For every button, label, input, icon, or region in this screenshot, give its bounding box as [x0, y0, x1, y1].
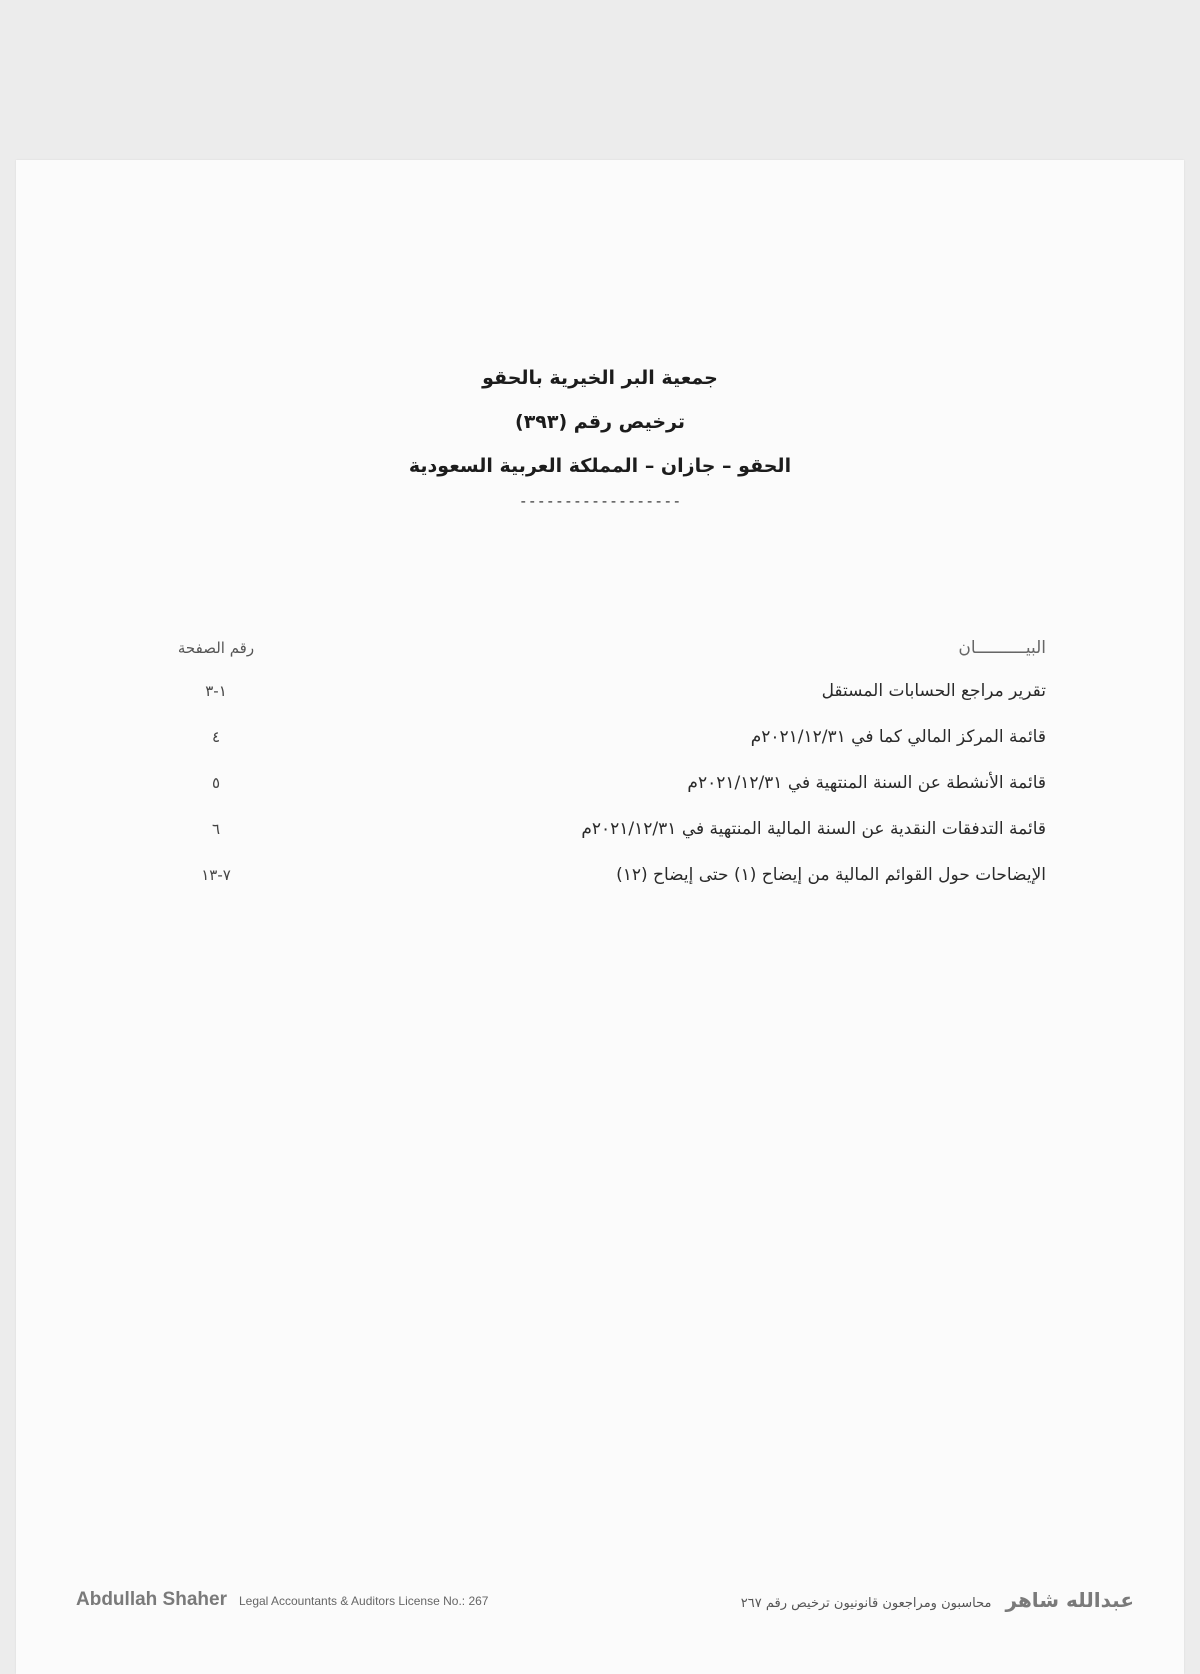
- firm-name-arabic: عبدالله شاهر: [1005, 1588, 1134, 1612]
- document-header: [16, 356, 1184, 510]
- toc-row: [146, 668, 1046, 714]
- toc-column-page: رقم الصفحة: [177, 639, 255, 657]
- toc-row-description: تقرير مراجع الحسابات المستقل: [821, 681, 1046, 701]
- toc-row-description: قائمة التدفقات النقدية عن السنة المالية المنتهية في ٢٠٢١/١٢/٣١م: [581, 819, 1046, 839]
- toc-row-description: قائمة الأنشطة عن السنة المنتهية في ٢٠٢١/١٢/٣١م: [687, 773, 1046, 793]
- toc-row: [146, 852, 1046, 898]
- firm-tagline-arabic: محاسبون ومراجعون قانونيون ترخيص رقم ٢٦٧: [740, 1596, 992, 1611]
- toc-row-page: ٤: [211, 728, 221, 746]
- toc-row-page: ٦: [211, 820, 221, 838]
- location-line: الحقو – جازان – المملكة العربية السعودية: [408, 455, 792, 477]
- toc-header-row: [146, 628, 1046, 668]
- toc-row-description: الإيضاحات حول القوائم المالية من إيضاح (١) حتى إيضاح (١٢): [616, 865, 1046, 885]
- toc-row: [146, 760, 1046, 806]
- footer-arabic: [741, 1588, 1134, 1612]
- firm-name-english: Abdullah Shaher: [76, 1589, 227, 1610]
- header-separator: ------------------: [518, 492, 682, 510]
- toc-row: [146, 806, 1046, 852]
- toc-row: [146, 714, 1046, 760]
- toc-row-description: قائمة المركز المالي كما في ٢٠٢١/١٢/٣١م: [750, 727, 1046, 747]
- toc-row-page: ٧-١٣: [201, 866, 231, 884]
- license-number: ترخيص رقم (٣٩٣): [515, 411, 685, 433]
- letterhead-footer: [76, 1580, 1134, 1620]
- document-page: [16, 160, 1184, 1674]
- toc-column-description: البيــــــــــان: [958, 638, 1046, 658]
- toc-row-page: ٥: [211, 774, 221, 792]
- organization-name: جمعية البر الخيرية بالحقو: [482, 367, 718, 389]
- table-of-contents: [146, 628, 1046, 898]
- firm-tagline-english: Legal Accountants & Auditors License No.: 267: [238, 1594, 489, 1608]
- toc-row-page: ١-٣: [205, 682, 227, 700]
- footer-english: [76, 1589, 488, 1611]
